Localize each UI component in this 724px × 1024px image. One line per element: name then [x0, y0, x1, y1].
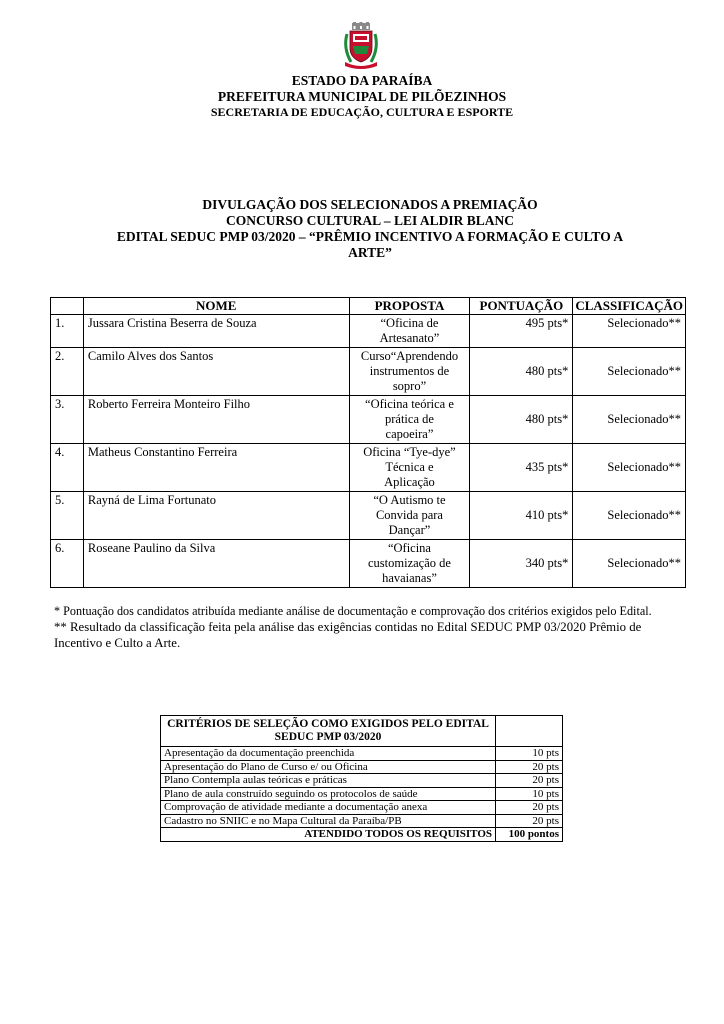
table-row — [161, 747, 563, 761]
proposal-line: “Oficina — [387, 541, 431, 555]
proposal-line: “Oficina de — [380, 316, 439, 330]
proposal-line: Técnica e — [385, 460, 434, 474]
proposal-text — [349, 492, 470, 540]
classification: Selecionado** — [573, 348, 686, 396]
criteria-total-label: ATENDIDO TODOS OS REQUISITOS — [161, 828, 496, 842]
criterion-points: 20 pts — [496, 774, 563, 788]
proposal-line: “Oficina teórica e — [365, 397, 454, 411]
criterion-points: 10 pts — [496, 787, 563, 801]
proposal-text — [349, 315, 470, 348]
table-row — [51, 492, 686, 540]
table-row — [161, 801, 563, 815]
candidate-name: Matheus Constantino Ferreira — [83, 444, 349, 492]
criterion-points: 20 pts — [496, 801, 563, 815]
proposal-line: sopro” — [392, 379, 427, 393]
footnotes — [54, 604, 684, 652]
score: 410 pts* — [470, 492, 573, 540]
candidate-name: Roberto Ferreira Monteiro Filho — [83, 396, 349, 444]
department-name: SECRETARIA DE EDUCAÇÃO, CULTURA E ESPORTE — [210, 105, 514, 119]
title-line-2: CONCURSO CULTURAL – LEI ALDIR BLANC — [226, 213, 514, 228]
candidate-name: Roseane Paulino da Silva — [83, 540, 349, 588]
title-line-4: ARTE” — [348, 245, 392, 260]
table-row — [161, 787, 563, 801]
candidate-name: Jussara Cristina Beserra de Souza — [83, 315, 349, 348]
municipality-name: PREFEITURA MUNICIPAL DE PILÕEZINHOS — [217, 89, 507, 104]
candidate-name: Rayná de Lima Fortunato — [83, 492, 349, 540]
row-number: 5. — [51, 492, 84, 540]
table-row — [51, 348, 686, 396]
score: 495 pts* — [470, 315, 573, 348]
criteria-header-points — [496, 716, 563, 747]
header-classification: CLASSIFICAÇÃO — [573, 298, 686, 315]
row-number: 3. — [51, 396, 84, 444]
table-row — [51, 396, 686, 444]
proposal-line: prática de — [385, 412, 434, 426]
row-number: 1. — [51, 315, 84, 348]
title-line-3: EDITAL SEDUC PMP 03/2020 – “PRÊMIO INCENTIVO A FORMAÇÃO E CULTO A — [116, 229, 624, 244]
header-name: NOME — [83, 298, 349, 315]
proposal-line: Convida para — [375, 508, 443, 522]
criterion-label: Plano Contempla aulas teóricas e práticas — [161, 774, 496, 788]
proposal-line: Oficina “Tye-dye” — [363, 445, 456, 459]
proposal-line: Curso“Aprendendo — [360, 349, 459, 363]
row-number: 4. — [51, 444, 84, 492]
criteria-total-row — [161, 828, 563, 842]
criterion-points: 10 pts — [496, 747, 563, 761]
proposal-text — [349, 348, 470, 396]
footnote-score: * Pontuação dos candidatos atribuída mediante análise de documentação e comprovação dos critérios exigidos pelo Edital. — [54, 604, 652, 618]
table-row — [161, 760, 563, 774]
classification: Selecionado** — [573, 315, 686, 348]
proposal-line: Artesanato” — [379, 331, 440, 345]
proposal-line: customização de — [368, 556, 451, 570]
proposal-line: capoeira” — [385, 427, 434, 441]
score: 435 pts* — [470, 444, 573, 492]
classification: Selecionado** — [573, 444, 686, 492]
header-number — [51, 298, 84, 315]
criteria-table — [160, 715, 563, 842]
table-row — [51, 540, 686, 588]
state-name: ESTADO DA PARAÍBA — [291, 73, 433, 88]
proposal-text — [349, 396, 470, 444]
proposal-text — [349, 444, 470, 492]
proposal-line: instrumentos de — [369, 364, 450, 378]
criterion-label: Apresentação do Plano de Curso e/ ou Oficina — [161, 760, 496, 774]
table-row — [51, 315, 686, 348]
criterion-points: 20 pts — [496, 760, 563, 774]
criterion-label: Cadastro no SNIIC e no Mapa Cultural da Paraíba/PB — [161, 814, 496, 828]
footnote-classification: ** Resultado da classificação feita pela análise das exigências contidas no Edital SEDUC PMP 03/2020 Prêmio de Incentivo e Culto a Arte. — [54, 620, 642, 650]
classification: Selecionado** — [573, 492, 686, 540]
candidate-name: Camilo Alves dos Santos — [83, 348, 349, 396]
header-proposal: PROPOSTA — [349, 298, 470, 315]
classification: Selecionado** — [573, 540, 686, 588]
results-table — [50, 297, 686, 588]
classification: Selecionado** — [573, 396, 686, 444]
proposal-line: havaianas” — [382, 571, 437, 585]
criteria-total-points: 100 pontos — [496, 828, 563, 842]
table-row — [51, 444, 686, 492]
proposal-line: “O Autismo te — [373, 493, 446, 507]
score: 480 pts* — [470, 396, 573, 444]
title-line-1: DIVULGAÇÃO DOS SELECIONADOS A PREMIAÇÃO — [202, 197, 538, 212]
criterion-label: Comprovação de atividade mediante a documentação anexa — [161, 801, 496, 815]
row-number: 6. — [51, 540, 84, 588]
document-header — [0, 73, 724, 120]
criterion-label: Apresentação da documentação preenchida — [161, 747, 496, 761]
document-title — [100, 197, 640, 261]
criterion-points: 20 pts — [496, 814, 563, 828]
proposal-text — [349, 540, 470, 588]
table-row — [161, 814, 563, 828]
score: 480 pts* — [470, 348, 573, 396]
proposal-line: Aplicação — [384, 475, 435, 489]
criteria-header-row — [161, 716, 563, 747]
row-number: 2. — [51, 348, 84, 396]
criterion-label: Plano de aula construído seguindo os protocolos de saúde — [161, 787, 496, 801]
header-score: PONTUAÇÃO — [470, 298, 573, 315]
municipal-coat-of-arms-icon — [341, 22, 381, 72]
criteria-header: CRITÉRIOS DE SELEÇÃO COMO EXIGIDOS PELO EDITAL SEDUC PMP 03/2020 — [161, 716, 496, 747]
results-header-row — [51, 298, 686, 315]
score: 340 pts* — [470, 540, 573, 588]
table-row — [161, 774, 563, 788]
proposal-line: Dançar” — [388, 523, 431, 537]
